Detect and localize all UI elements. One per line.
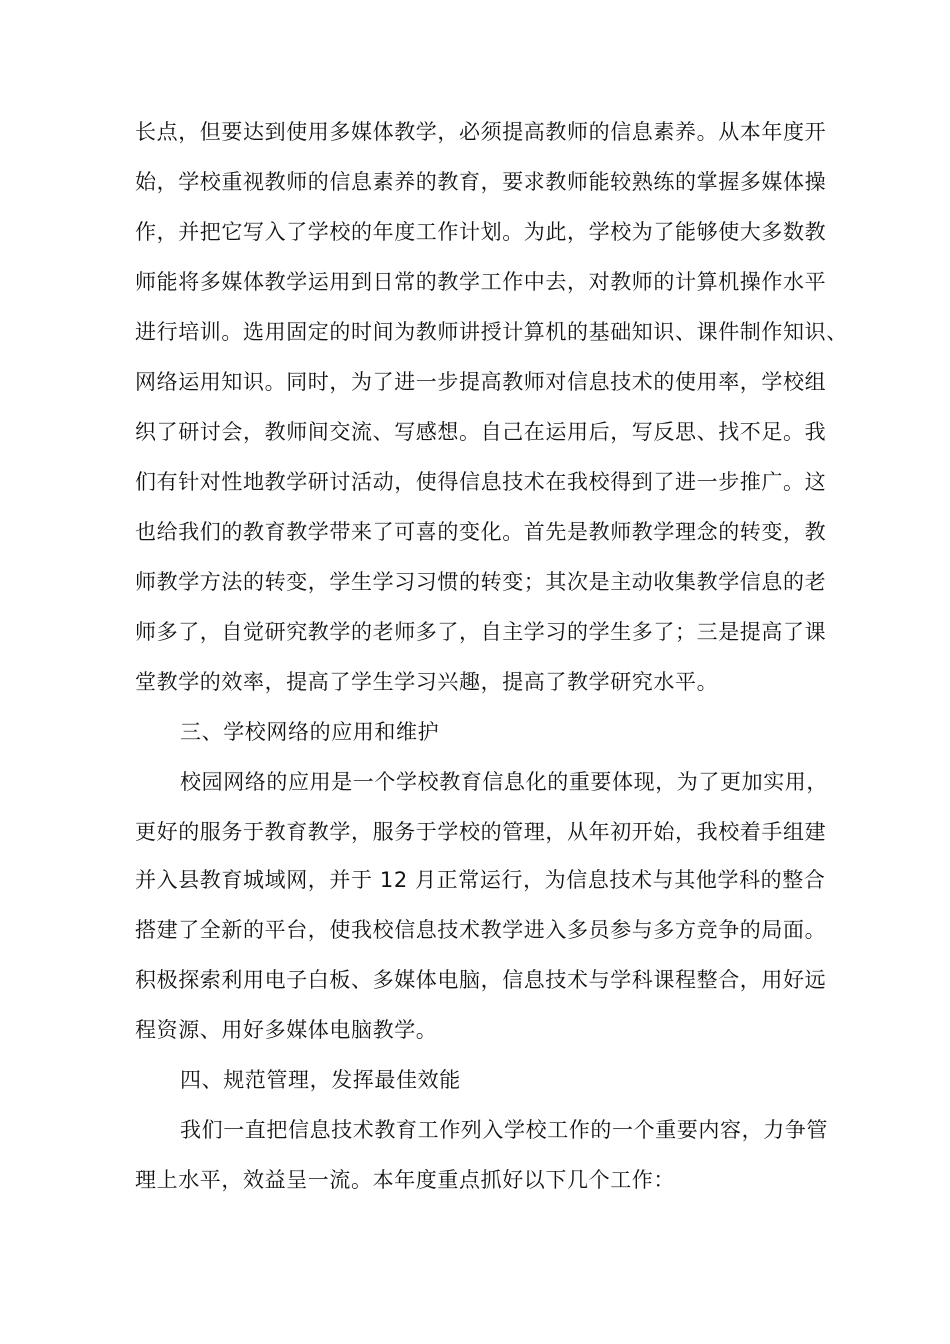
- paragraph-line: 织了研讨会，教师间交流、写感想。自己在运用后，写反思、找不足。我: [135, 420, 827, 444]
- paragraph-line: 进行培训。选用固定的时间为教师讲授计算机的基础知识、课件制作知识、: [135, 320, 848, 344]
- paragraph-line: 也给我们的教育教学带来了可喜的变化。首先是教师教学理念的转变，教: [135, 520, 827, 544]
- paragraph-line: 作，并把它写入了学校的年度工作计划。为此，学校为了能够使大多数教: [135, 220, 827, 244]
- paragraph-line: 师教学方法的转变，学生学习习惯的转变；其次是主动收集教学信息的老: [135, 570, 827, 594]
- paragraph-line: 网络运用知识。同时，为了进一步提高教师对信息技术的使用率，学校组: [135, 370, 827, 394]
- paragraph-line: 们有针对性地教学研讨活动，使得信息技术在我校得到了进一步推广。这: [135, 470, 827, 494]
- paragraph-line: 更好的服务于教育教学，服务于学校的管理，从年初开始，我校着手组建: [135, 820, 827, 844]
- paragraph-line: 搭建了全新的平台，使我校信息技术教学进入多员参与多方竞争的局面。: [135, 918, 827, 942]
- paragraph-line: 理上水平，效益呈一流。本年度重点抓好以下几个工作：: [135, 1168, 675, 1192]
- paragraph-line: 并入县教育城域网，并于 12 月正常运行，为信息技术与其他学科的整合: [135, 868, 826, 892]
- section-heading: 四、规范管理，发挥最佳效能: [180, 1068, 461, 1092]
- paragraph-line: 师多了，自觉研究教学的老师多了，自主学习的学生多了；三是提高了课: [135, 620, 827, 644]
- section-heading: 三、学校网络的应用和维护: [180, 720, 440, 744]
- paragraph-line: 积极探索利用电子白板、多媒体电脑，信息技术与学科课程整合，用好远: [135, 968, 827, 992]
- paragraph-line: 校园网络的应用是一个学校教育信息化的重要体现，为了更加实用，: [180, 770, 828, 794]
- paragraph-line: 我们一直把信息技术教育工作列入学校工作的一个重要内容，力争管: [180, 1118, 828, 1142]
- paragraph-line: 始，学校重视教师的信息素养的教育，要求教师能较熟练的掌握多媒体操: [135, 170, 827, 194]
- paragraph-line: 长点，但要达到使用多媒体教学，必须提高教师的信息素养。从本年度开: [135, 120, 827, 144]
- paragraph-line: 师能将多媒体教学运用到日常的教学工作中去，对教师的计算机操作水平: [135, 270, 827, 294]
- paragraph-line: 程资源、用好多媒体电脑教学。: [135, 1018, 438, 1042]
- paragraph-line: 堂教学的效率，提高了学生学习兴趣，提高了教学研究水平。: [135, 670, 719, 694]
